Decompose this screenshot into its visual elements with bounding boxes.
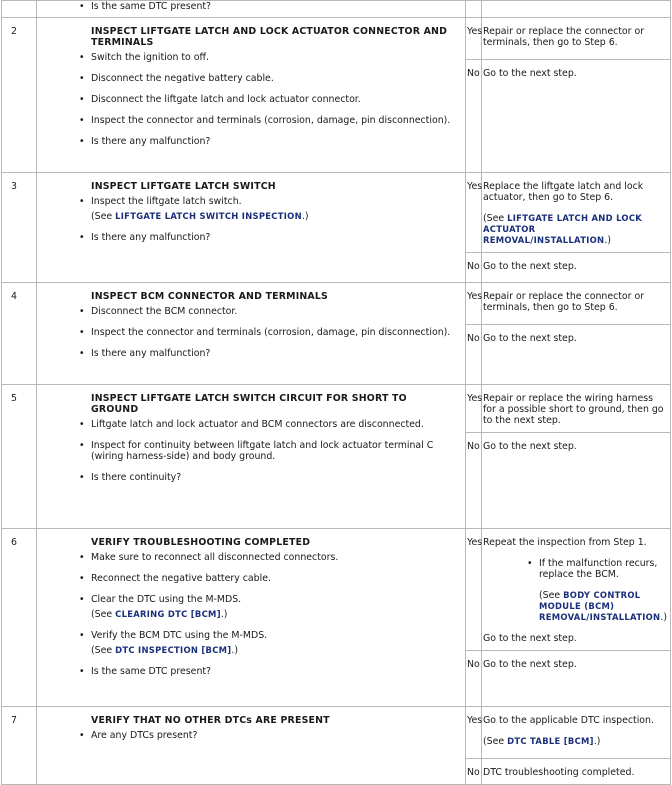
action-list <box>91 552 457 605</box>
yes-result: Repeat the inspection from Step 1. <box>483 537 647 548</box>
step-title: VERIFY TROUBLESHOOTING COMPLETED <box>91 537 311 548</box>
step-action-cell <box>37 173 466 283</box>
step-number: 4 <box>2 283 37 385</box>
action-item: • Disconnect the BCM connector. <box>91 306 457 317</box>
action-list <box>91 666 457 677</box>
step-number: 5 <box>2 385 37 529</box>
action-item: • Is there any malfunction? <box>91 232 457 243</box>
see-reference: (See DTC TABLE [BCM].) <box>483 736 601 747</box>
action-item: • Switch the ignition to off. <box>91 52 457 63</box>
step-4-row <box>2 283 671 325</box>
step-action-cell <box>37 529 466 707</box>
see-reference: (See LIFTGATE LATCH SWITCH INSPECTION.) <box>91 211 309 222</box>
yes-result: Repair or replace the connector or terminals, then go to Step 6. <box>483 291 645 313</box>
action-list <box>91 730 457 741</box>
action-item: • Disconnect the negative battery cable. <box>91 73 457 84</box>
yes-result: Go to the applicable DTC inspection. <box>483 715 654 726</box>
action-item: • Are any DTCs present? <box>91 730 457 741</box>
sub-item: • If the malfunction recurs, replace the BCM. <box>539 558 664 580</box>
see-reference: (See DTC INSPECTION [BCM].) <box>91 645 239 656</box>
action-item: • Is the same DTC present? <box>91 1 457 12</box>
step-title: INSPECT LIFTGATE LATCH AND LOCK ACTUATOR CONNECTOR AND TERMINALS <box>91 26 448 48</box>
yes-result-2: Go to the next step. <box>483 633 577 644</box>
step-title: INSPECT LIFTGATE LATCH SWITCH <box>91 181 276 192</box>
see-reference: (See LIFTGATE LATCH AND LOCK ACTUATOR REMOVAL/INSTALLATION.) <box>483 213 643 246</box>
action-item: • Reconnect the negative battery cable. <box>91 573 457 584</box>
step-action-cell <box>37 385 466 529</box>
action-list <box>91 232 457 243</box>
action-list <box>91 306 457 359</box>
reference-link[interactable]: LIFTGATE LATCH AND LOCK ACTUATOR REMOVAL/INSTALLATION <box>483 213 643 245</box>
no-label: No <box>467 659 480 670</box>
action-list <box>91 52 457 147</box>
reference-link[interactable]: DTC TABLE [BCM] <box>507 736 594 746</box>
reference-link[interactable]: DTC INSPECTION [BCM] <box>115 645 232 655</box>
no-label: No <box>467 767 480 778</box>
step-7-row <box>2 707 671 759</box>
step-number: 2 <box>2 18 37 173</box>
action-item: • Verify the BCM DTC using the M-MDS. <box>91 630 457 641</box>
step-action-cell <box>37 18 466 173</box>
action-list <box>91 630 457 641</box>
action-item: • Make sure to reconnect all disconnected connectors. <box>91 552 457 563</box>
step-3-row <box>2 173 671 253</box>
step-1-continued-row <box>2 1 671 18</box>
no-result: DTC troubleshooting completed. <box>483 767 635 778</box>
action-list <box>91 196 457 207</box>
no-result: Go to the next step. <box>483 261 577 272</box>
no-result: Go to the next step. <box>483 659 577 670</box>
yes-label: Yes <box>467 537 483 548</box>
action-item: • Is the same DTC present? <box>91 666 457 677</box>
step-title: VERIFY THAT NO OTHER DTCs ARE PRESENT <box>91 715 330 726</box>
reference-link[interactable]: CLEARING DTC [BCM] <box>115 609 221 619</box>
action-item: • Disconnect the liftgate latch and lock actuator connector. <box>91 94 457 105</box>
troubleshooting-table <box>1 0 671 785</box>
yes-sublist <box>483 558 664 580</box>
action-item: • Inspect the connector and terminals (corrosion, damage, pin disconnection). <box>91 115 457 126</box>
action-item: • Is there any malfunction? <box>91 348 457 359</box>
action-item: • Is there continuity? <box>91 472 457 483</box>
action-item: • Clear the DTC using the M-MDS. <box>91 594 457 605</box>
action-item: • Inspect the liftgate latch switch. <box>91 196 457 207</box>
no-result: Go to the next step. <box>483 441 577 452</box>
yes-result: Repair or replace the connector or terminals, then go to Step 6. <box>483 26 645 48</box>
step-title: INSPECT LIFTGATE LATCH SWITCH CIRCUIT FOR SHORT TO GROUND <box>91 393 407 415</box>
step-title: INSPECT BCM CONNECTOR AND TERMINALS <box>91 291 329 302</box>
action-item: • Is there any malfunction? <box>91 136 457 147</box>
yes-label: Yes <box>467 181 483 192</box>
step-action-cell <box>37 707 466 785</box>
no-label: No <box>467 333 480 344</box>
step-action-cell <box>37 283 466 385</box>
see-reference: (See BODY CONTROL MODULE (BCM) REMOVAL/INSTALLATION.) <box>539 590 667 623</box>
action-item: • Liftgate latch and lock actuator and BCM connectors are disconnected. <box>91 419 457 430</box>
no-label: No <box>467 261 480 272</box>
step-5-row <box>2 385 671 433</box>
action-item: • Inspect the connector and terminals (corrosion, damage, pin disconnection). <box>91 327 457 338</box>
no-result: Go to the next step. <box>483 68 577 79</box>
reference-link[interactable]: LIFTGATE LATCH SWITCH INSPECTION <box>115 211 302 221</box>
step-number: 3 <box>2 173 37 283</box>
yes-label: Yes <box>467 26 483 37</box>
step-number: 7 <box>2 707 37 785</box>
see-reference: (See CLEARING DTC [BCM].) <box>91 609 228 620</box>
yes-result: Replace the liftgate latch and lock actuator, then go to Step 6. <box>483 181 644 203</box>
yes-result: Repair or replace the wiring harness for a possible short to ground, then go to the next step. <box>483 393 664 426</box>
yes-label: Yes <box>467 291 483 302</box>
action-item: • Inspect for continuity between liftgate latch and lock actuator terminal C (wiring harness-side) and body ground. <box>91 440 457 462</box>
no-label: No <box>467 441 480 452</box>
reference-link[interactable]: BODY CONTROL MODULE (BCM) REMOVAL/INSTALLATION <box>539 590 661 622</box>
no-result: Go to the next step. <box>483 333 577 344</box>
step-6-row <box>2 529 671 651</box>
step-number: 6 <box>2 529 37 707</box>
yes-label: Yes <box>467 393 483 404</box>
yes-label: Yes <box>467 715 483 726</box>
step-2-row <box>2 18 671 60</box>
action-list <box>91 419 457 483</box>
no-label: No <box>467 68 480 79</box>
